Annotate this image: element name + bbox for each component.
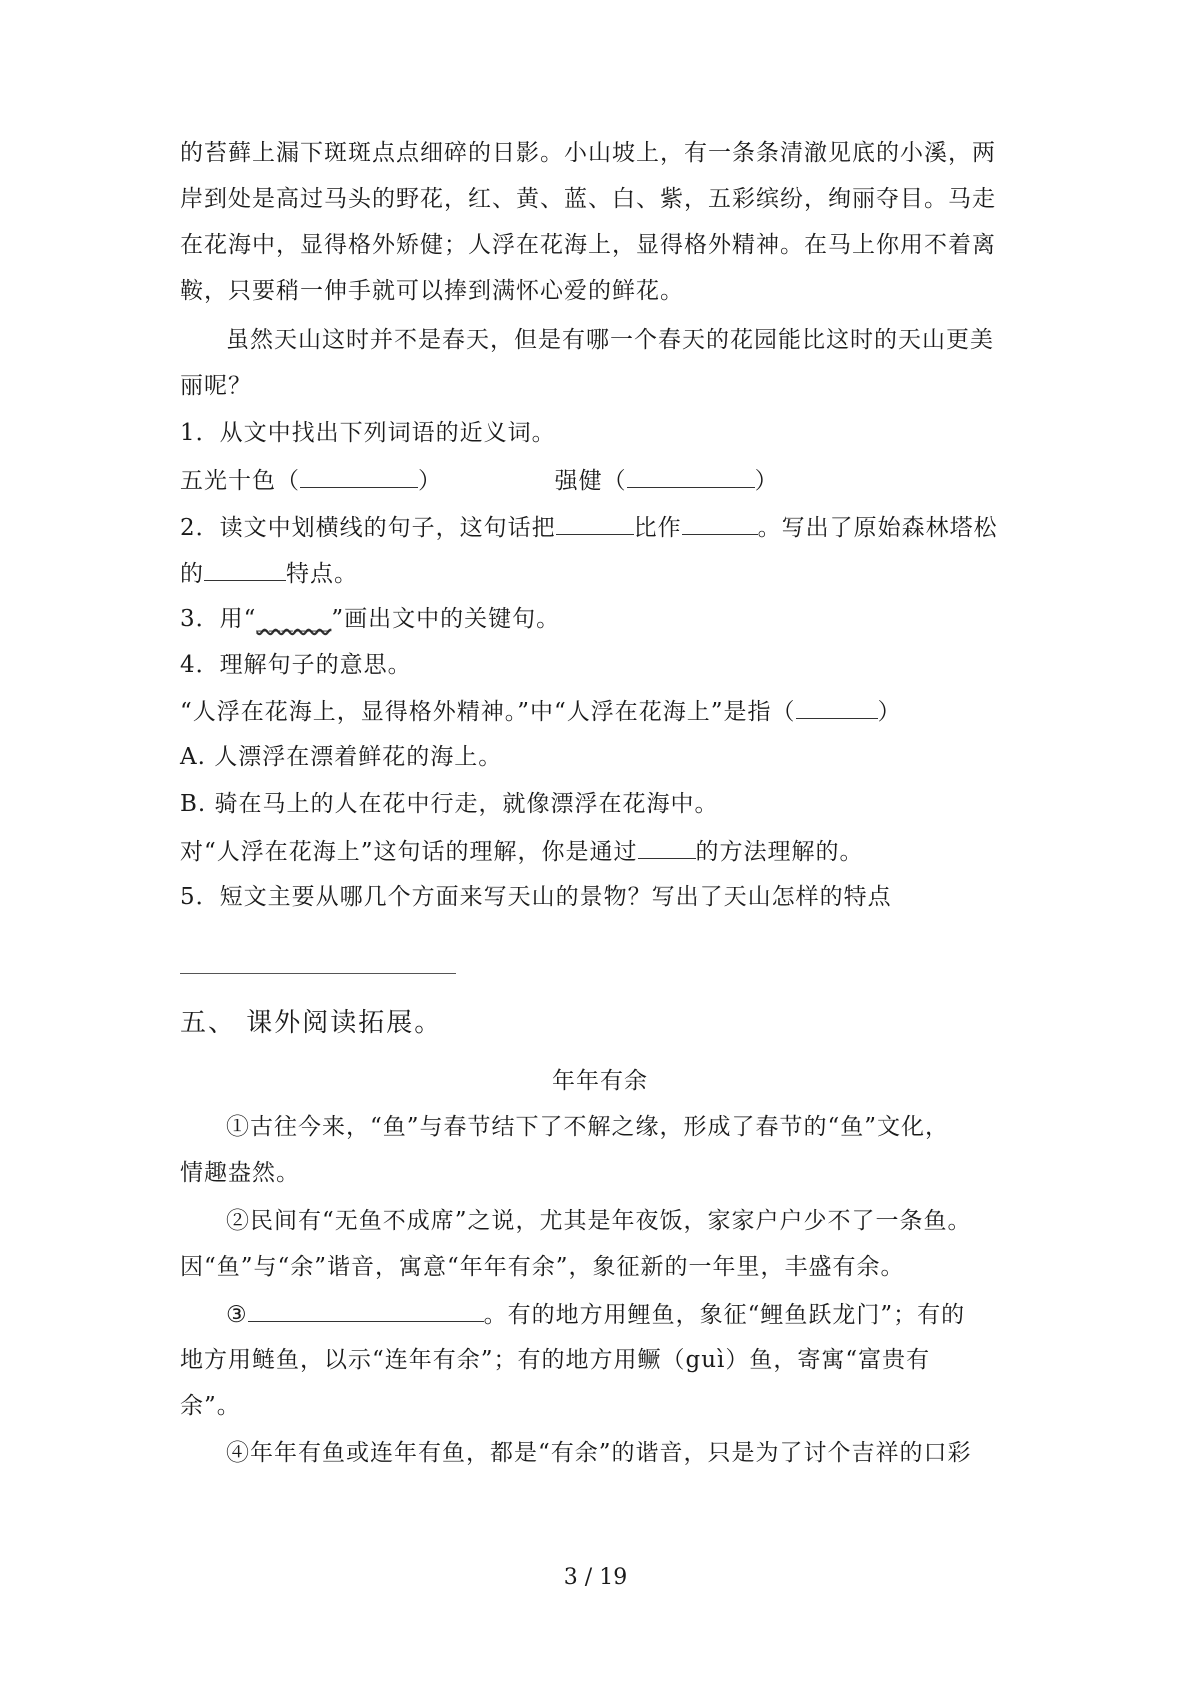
- answer-blank[interactable]: [300, 465, 418, 488]
- answer-blank[interactable]: [248, 1299, 484, 1322]
- passage-line: 丽呢？: [180, 373, 252, 399]
- passage-line: 虽然天山这时并不是春天，但是有哪一个春天的花园能比这时的天山更美: [226, 327, 994, 353]
- article-paragraph-1: 情趣盎然。: [180, 1160, 300, 1186]
- article-paragraph-3: 地方用鲢鱼，以示“连年有余”；有的地方用鳜（guì）鱼，寄寓“富贵有: [180, 1347, 931, 1373]
- method-text: 对“人浮在花海上”这句话的理解，你是通过: [180, 839, 638, 865]
- answer-blank[interactable]: [796, 696, 878, 719]
- question-5: 5．短文主要从哪几个方面来写天山的景物？写出了天山怎样的特点: [180, 884, 892, 910]
- method-text: 的方法理解的。: [695, 839, 864, 865]
- question-2-text: 。写出了原始森林塔松: [757, 515, 998, 541]
- paragraph-number: ③: [226, 1302, 248, 1328]
- word-1-label: 五光十色（: [180, 468, 300, 494]
- option-a: A. 人漂浮在漂着鲜花的海上。: [180, 744, 503, 770]
- question-4-quote: [180, 696, 1020, 727]
- question-2-cont: [180, 558, 1020, 589]
- wavy-line-mark: ______: [256, 606, 332, 632]
- article-title: 年年有余: [552, 1068, 648, 1094]
- quote-text: “人浮在花海上，显得格外精神。”中“人浮在花海上”是指（: [180, 699, 796, 725]
- article-paragraph-2: ②民间有“无鱼不成席”之说，尤其是年夜饭，家家户户少不了一条鱼。: [226, 1208, 972, 1234]
- question-2-text: 特点。: [286, 561, 358, 587]
- question-4-method: [180, 836, 1020, 867]
- article-paragraph-4: ④年年有鱼或连年有鱼，都是“有余”的谐音，只是为了讨个吉祥的口彩: [226, 1440, 972, 1466]
- close-paren: ）: [754, 468, 779, 494]
- passage-line: 在花海中，显得格外矫健；人浮在花海上，显得格外精神。在马上你用不着离: [180, 232, 996, 258]
- article-paragraph-1: ①古往今来，“鱼”与春节结下了不解之缘，形成了春节的“鱼”文化，: [226, 1114, 950, 1140]
- word-2-label: 强健（: [554, 468, 627, 494]
- question-3: [180, 604, 1020, 634]
- question-4: 4．理解句子的意思。: [180, 652, 412, 678]
- page-number: 3 / 19: [563, 1565, 628, 1590]
- passage-line: 岸到处是高过马头的野花，红、黄、蓝、白、紫，五彩缤纷，绚丽夺目。马走: [180, 186, 996, 212]
- paragraph-text: 。有的地方用鲤鱼，象征“鲤鱼跃龙门”；有的: [483, 1302, 966, 1328]
- passage-line: 的苔藓上漏下斑斑点点细碎的日影。小山坡上，有一条条清澈见底的小溪，两: [180, 140, 996, 166]
- article-paragraph-2: 因“鱼”与“余”谐音，寓意“年年有余”，象征新的一年里，丰盛有余。: [180, 1254, 905, 1280]
- passage-line: 鞍，只要稍一伸手就可以捧到满怀心爱的鲜花。: [180, 278, 684, 304]
- answer-blank[interactable]: [204, 558, 286, 581]
- answer-blank[interactable]: [556, 512, 634, 535]
- question-3-text: 3．用“: [180, 606, 257, 632]
- question-2-text: 比作: [633, 515, 682, 541]
- answer-blank[interactable]: [638, 836, 696, 859]
- option-b: B. 骑在马上的人在花中行走，就像漂浮在花海中。: [180, 791, 719, 817]
- close-paren: ）: [877, 699, 902, 725]
- question-2-text: 2．读文中划横线的句子，这句话把: [180, 515, 556, 541]
- answer-blank[interactable]: [682, 512, 758, 535]
- answer-line[interactable]: [180, 973, 456, 974]
- question-1: 1．从文中找出下列词语的近义词。: [180, 420, 556, 446]
- article-paragraph-3: 余”。: [180, 1393, 241, 1419]
- article-paragraph-3: [180, 1299, 1066, 1330]
- section-heading: 五、 课外阅读拓展。: [180, 1008, 443, 1038]
- close-paren: ）: [418, 468, 442, 494]
- question-1-items: [180, 465, 1020, 496]
- question-2: [180, 512, 1020, 543]
- question-2-text: 的: [180, 561, 204, 587]
- answer-blank[interactable]: [627, 465, 755, 488]
- question-3-text: ”画出文中的关键句。: [331, 606, 561, 632]
